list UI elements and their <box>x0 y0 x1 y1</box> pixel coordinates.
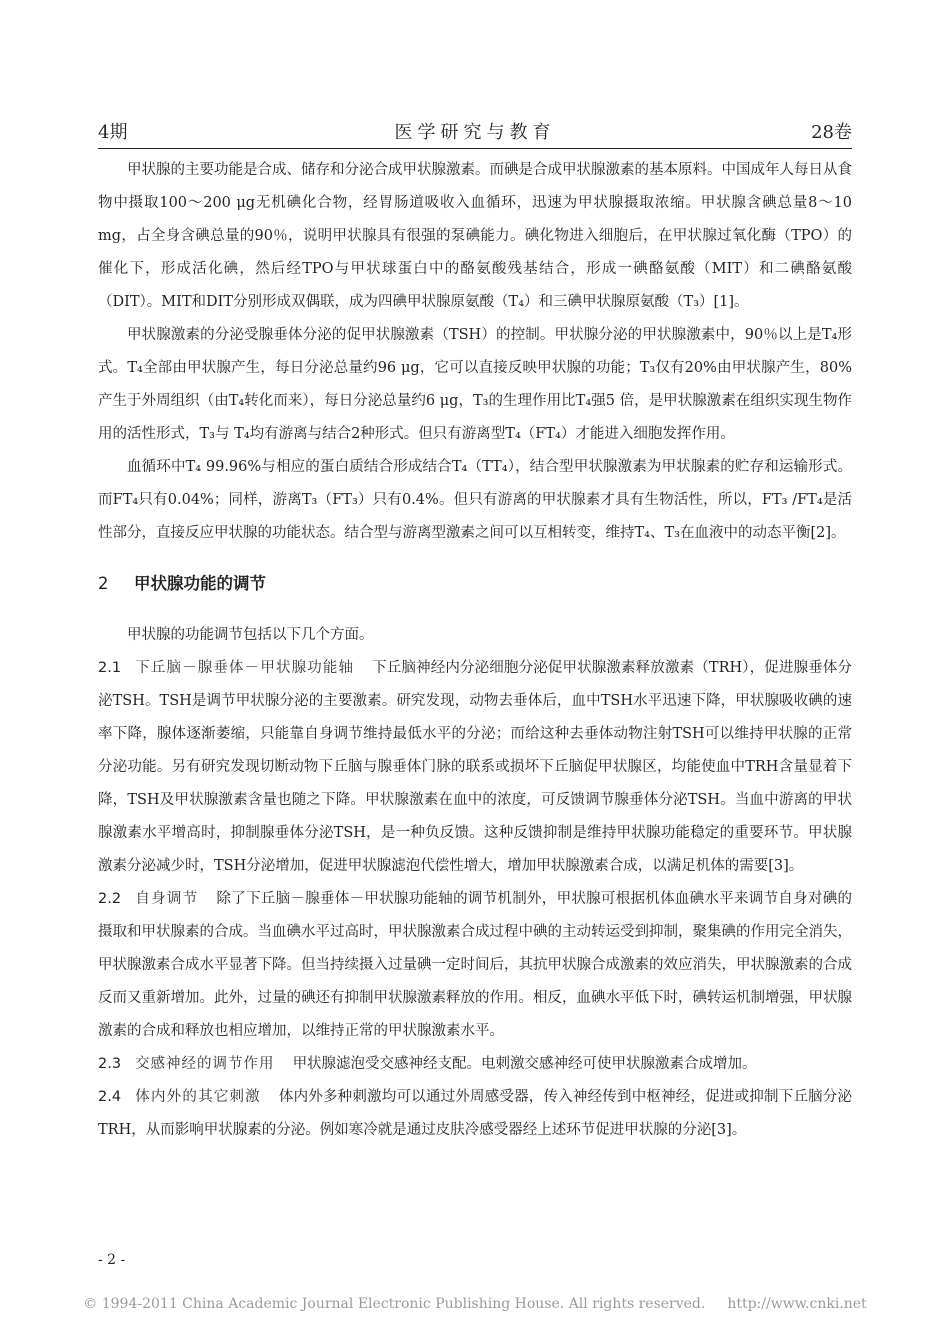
subsection-title: 下丘脑－腺垂体－甲状腺功能轴 <box>135 660 355 676</box>
page-number: - 2 - <box>98 1252 126 1268</box>
subsection-title: 交感神经的调节作用 <box>135 1056 275 1072</box>
header-rule <box>98 148 852 149</box>
paragraph: 甲状腺的主要功能是合成、储存和分泌合成甲状腺激素。而碘是合成甲状腺激素的基本原料。中国成年人每日从食物中摄取100～200 μg无机碘化合物，经胃肠道吸收入血循环，迅速为甲状腺摄取浓缩。甲状腺含碘总量8～10 mg，占全身含碘总量的90％，说明甲状腺具有很强的泵碘能力。碘化物进入细胞后，在甲状腺过氧化酶（TPO）的催化下，形成活化碘，然后经TPO与甲状球蛋白中的酪氨酸残基结合，形成一碘酪氨酸（MIT）和二碘酪氨酸（DIT）。MIT和DIT分别形成双偶联，成为四碘甲状腺原氨酸（T₄）和三碘甲状腺原氨酸（T₃）[1]。 <box>98 162 852 310</box>
section-heading <box>98 569 852 599</box>
subsection-text: 体内外多种刺激均可以通过外周感受器，传入神经传到中枢神经，促进或抑制下丘脑分泌TRH，从而影响甲状腺素的分泌。例如寒冷就是通过皮肤冷感受器经上述环节促进甲状腺的分泌[3]。 <box>98 1089 853 1138</box>
subsection-text: 甲状腺滤泡受交感神经支配。电刺激交感神经可使甲状腺激素合成增加。 <box>292 1056 757 1072</box>
issue-number: 4期 <box>98 122 128 143</box>
section-title: 甲状腺功能的调节 <box>134 574 266 593</box>
paragraph: 血循环中T₄ 99.96%与相应的蛋白质结合形成结合T₄（TT₄），结合型甲状腺激素为甲状腺素的贮存和运输形式。而FT₄只有0.04%；同样，游离T₃（FT₃）只有0.4%。但只有游离的甲状腺素才具有生物活性，所以，FT₃ /FT₄是活性部分，直接反应甲状腺的功能状态。结合型与游离型激素之间可以互相转变，维持T₄、T₃在血液中的动态平衡[2]。 <box>98 459 852 541</box>
subsection-2-1 <box>98 652 852 883</box>
subsection-number: 2.3 <box>98 1056 122 1072</box>
paragraph: 甲状腺激素的分泌受腺垂体分泌的促甲状腺激素（TSH）的控制。甲状腺分泌的甲状腺激素中，90％以上是T₄形式。T₄全部由甲状腺产生，每日分泌总量约96 μg，它可以直接反映甲状腺的功能；T₃仅有20%由甲状腺产生，80%产生于外周组织（由T₄转化而来），每日分泌总量约6 μg，T₃的生理作用比T₄强5 倍，是甲状腺激素在组织实现生物作用的活性形式，T₃与 T₄均有游离与结合2种形式。但只有游离型T₄（FT₄）才能进入细胞发挥作用。 <box>98 327 852 442</box>
subsection-2-3 <box>98 1048 852 1081</box>
footer-copyright: © 1994-2011 China Academic Journal Electronic Publishing House. All rights reserved. <box>83 1296 706 1312</box>
subsection-number: 2.1 <box>98 660 122 676</box>
article-body <box>98 154 852 1147</box>
subsection-text: 下丘脑神经内分泌细胞分泌促甲状腺激素释放激素（TRH），促进腺垂体分泌TSH。TSH是调节甲状腺分泌的主要激素。研究发现，动物去垂体后，血中TSH水平迅速下降，甲状腺吸收碘的速率下降，腺体逐渐萎缩，只能靠自身调节维持最低水平的分泌；而给这种去垂体动物注射TSH可以维持甲状腺的正常分泌功能。另有研究发现切断动物下丘脑与腺垂体门脉的联系或损坏下丘脑促甲状腺区，均能使血中TRH含量显着下降，TSH及甲状腺激素含量也随之下降。甲状腺激素在血中的浓度，可反馈调节腺垂体分泌TSH。当血中游离的甲状腺激素水平增高时，抑制腺垂体分泌TSH，是一种负反馈。这种反馈抑制是维持甲状腺功能稳定的重要环节。甲状腺激素分泌减少时，TSH分泌增加，促进甲状腺滤泡代偿性增大，增加甲状腺激素合成，以满足机体的需要[3]。 <box>98 660 853 874</box>
subsection-number: 2.2 <box>98 891 122 907</box>
subsection-2-2 <box>98 883 852 1048</box>
subsection-title: 体内外的其它刺激 <box>135 1089 261 1105</box>
footer <box>0 1296 950 1312</box>
subsection-2-4 <box>98 1081 852 1147</box>
running-header <box>98 120 852 146</box>
journal-title: 医学研究与教育 <box>394 122 556 143</box>
footer-url[interactable]: http://www.cnki.net <box>727 1296 867 1312</box>
section-number: 2 <box>98 574 109 593</box>
subsection-title: 自身调节 <box>135 891 199 907</box>
subsection-text: 除了下丘脑－腺垂体－甲状腺功能轴的调节机制外，甲状腺可根据机体血碘水平来调节自身对碘的摄取和甲状腺素的合成。当血碘水平过高时，甲状腺激素合成过程中碘的主动转运受到抑制，聚集碘的作用完全消失，甲状腺激素合成水平显著下降。但当持续摄入过量碘一定时间后，其抗甲状腺合成激素的效应消失，甲状腺激素的合成反而又重新增加。此外，过量的碘还有抑制甲状腺激素释放的作用。相反，血碘水平低下时，碘转运机制增强，甲状腺激素的合成和释放也相应增加，以维持正常的甲状腺激素水平。 <box>98 891 853 1039</box>
volume-number: 28卷 <box>811 122 852 143</box>
section-intro: 甲状腺的功能调节包括以下几个方面。 <box>127 627 374 643</box>
subsection-number: 2.4 <box>98 1089 122 1105</box>
